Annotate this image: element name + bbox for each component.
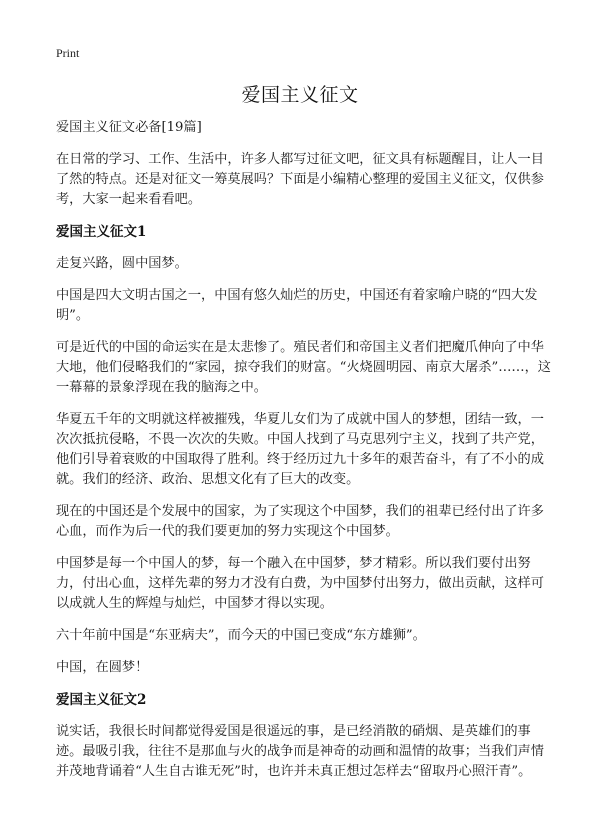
print-link[interactable]: Print [56,46,80,60]
document-title: 爱国主义征文 [241,84,359,106]
paragraph: 中国梦是每一个中国人的梦，每一个融入在中国梦，梦才精彩。所以我们要付出努力，付出心血，这样先辈的努力才没有白费，为中国梦付出努力，做出贡献，这样可以成就人生的辉煌与灿烂，中国梦才得以实现。 [56,556,544,611]
paragraph: 现在的中国还是个发展中的国家，为了实现这个中国梦，我们的祖辈已经付出了许多心血，而作为后一代的我们要更加的努力实现这个中国梦。 [56,504,544,539]
section-heading: 爱国主义征文1 [56,224,147,240]
paragraph: 中国，在圆梦！ [56,660,149,675]
paragraph: 说实话，我很长时间都觉得爱国是很遥远的事，是已经消散的硝烟、是英雄们的事迹。最吸引我，往往不是那血与火的战争而是神奇的动画和温情的故事；当我们声情并茂地背诵着“人生自古谁无死”时，也许并未真正想过怎样去“留取丹心照汗青”。 [56,724,544,779]
paragraph: 华夏五千年的文明就这样被摧残，华夏儿女们为了成就中国人的梦想，团结一致，一次次抵抗侵略，不畏一次次的失败。中国人找到了马克思列宁主义，找到了共产党，他们引导着衰败的中国取得了胜利。终于经历过九十多年的艰苦奋斗，有了不小的成就。我们的经济、政治、思想文化有了巨大的改变。 [56,412,544,487]
paragraph: 六十年前中国是“东亚病夫”，而今天的中国已变成“东方雄狮”。 [56,628,426,643]
paragraph: 可是近代的中国的命运实在是太悲惨了。殖民者们和帝国主义者们把魔爪伸向了中华大地，他们侵略我们的“家园，掠夺我们的财富。“火烧圆明园、南京大屠杀”……，这一幕幕的景象浮现在我的脑海之中。 [56,340,551,395]
document-subtitle: 爱国主义征文必备[19篇] [56,120,202,135]
paragraph: 走复兴路，圆中国梦。 [56,256,188,271]
paragraph: 中国是四大文明古国之一，中国有悠久灿烂的历史，中国还有着家喻户晓的“四大发明”。 [56,288,538,323]
document-body [56,118,556,794]
intro-paragraph: 在日常的学习、工作、生活中，许多人都写过征文吧，征文具有标题醒目，让人一目了然的特点。还是对征文一筹莫展吗？下面是小编精心整理的爱国主义征文，仅供参考，大家一起来看看吧。 [56,152,544,207]
section-heading: 爱国主义征文2 [56,692,147,708]
